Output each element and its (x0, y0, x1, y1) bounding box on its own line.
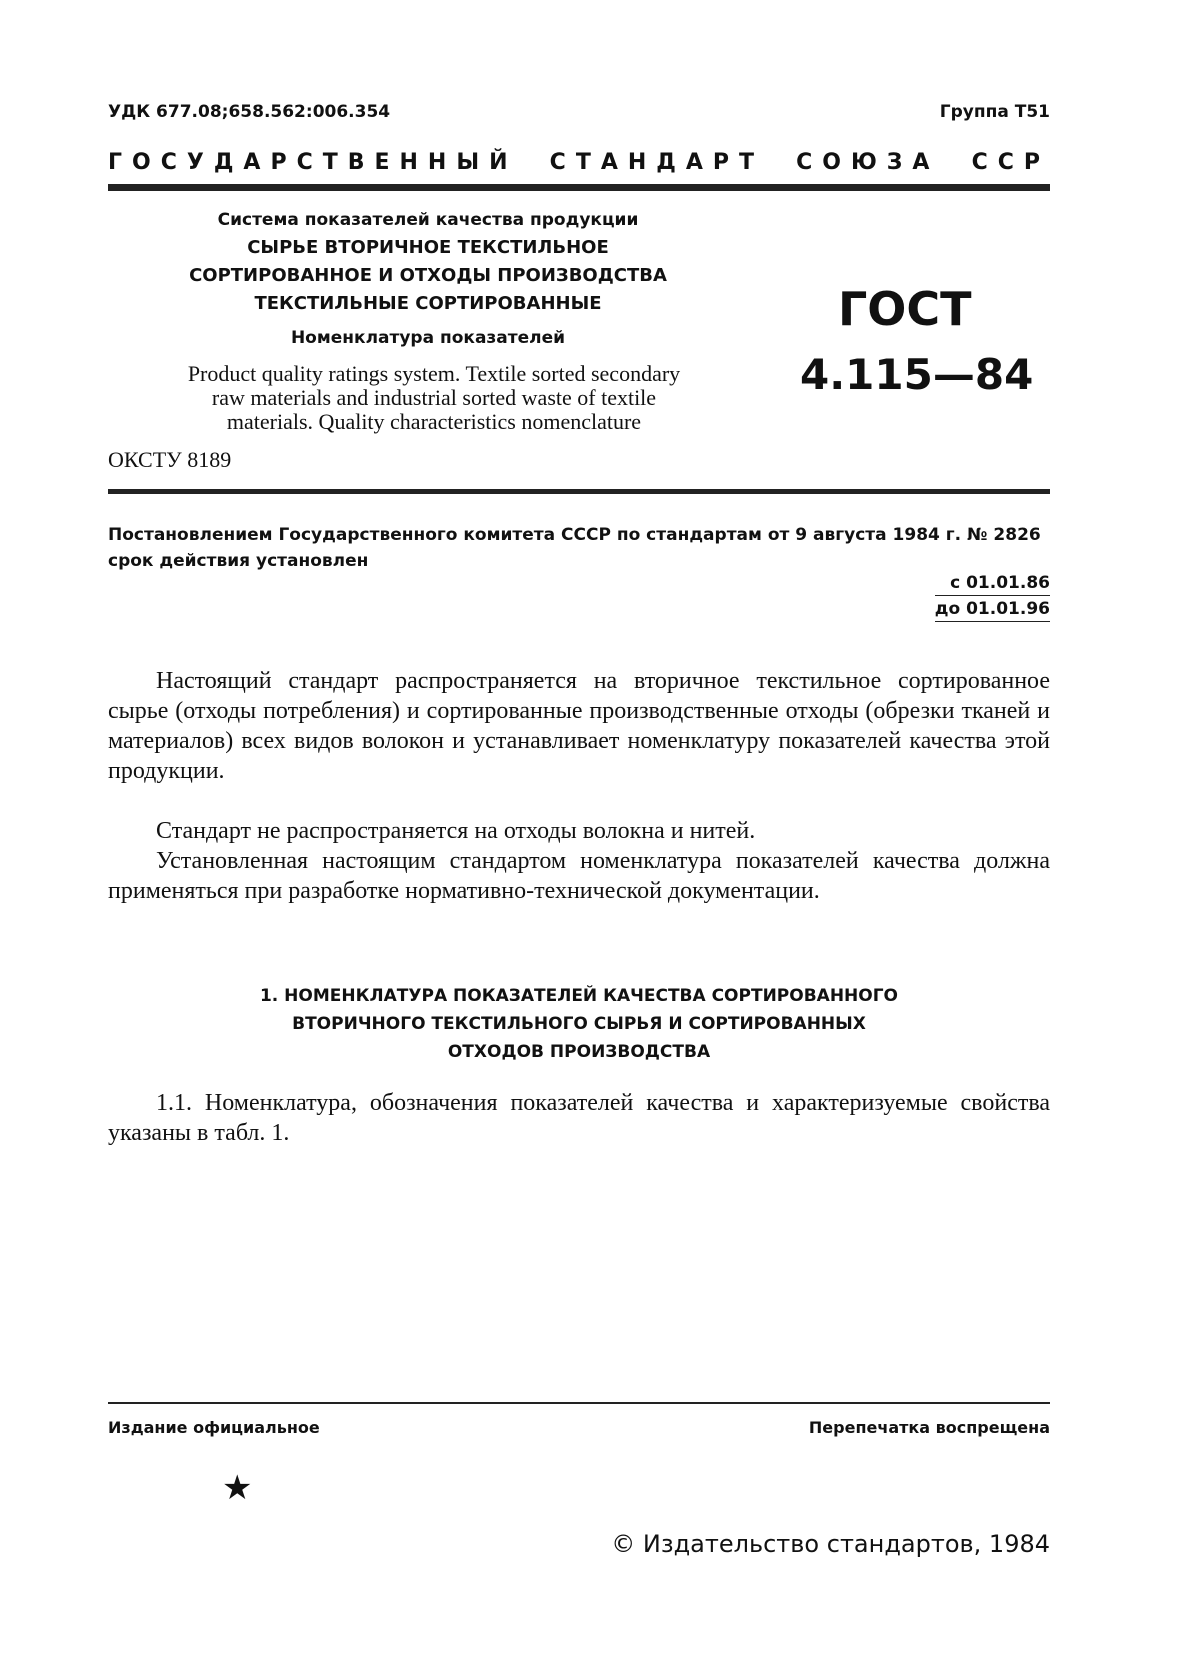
system-title: Система показателей качества продукции (217, 210, 639, 230)
group-code: Группа Т51 (939, 102, 1050, 122)
validity-dates (935, 570, 1050, 622)
footer-divider (108, 1402, 1050, 1404)
clause-1-1: 1.1. Номенклатура, обозначения показателей качества и характеризуемые свойства указаны в табл. 1. (108, 1090, 1050, 1146)
heading-word-2: СТАНДАРТ (549, 150, 765, 175)
middle-divider (108, 489, 1050, 494)
english-line-2: raw materials and industrial sorted waste of textile (211, 385, 657, 410)
valid-to: до 01.01.96 (935, 596, 1050, 622)
application-paragraph: Установленная настоящим стандартом номенклатура показателей качества должна применяться при разработке нормативно-технической документации. (108, 848, 1050, 904)
section-title-line-3: ОТХОДОВ ПРОИЗВОДСТВА (447, 1042, 711, 1062)
udk-code: УДК 677.08;658.562:006.354 (108, 102, 391, 122)
heading-word-3: СОЮЗА (796, 150, 940, 175)
english-line-1: Product quality ratings system. Textile sorted secondary (187, 361, 681, 386)
publisher-copyright: © Издательство стандартов, 1984 (611, 1530, 1050, 1558)
star-icon: ★ (222, 1470, 253, 1507)
title-line-1: СЫРЬЕ ВТОРИЧНОЕ ТЕКСТИЛЬНОЕ (247, 237, 609, 258)
title-line-2: СОРТИРОВАННОЕ И ОТХОДЫ ПРОИЗВОДСТВА (189, 265, 667, 286)
heading-word-1: ГОСУДАРСТВЕННЫЙ (108, 150, 518, 175)
valid-from: с 01.01.86 (935, 570, 1050, 596)
title-line-3: ТЕКСТИЛЬНЫЕ СОРТИРОВАННЫЕ (254, 293, 602, 314)
exclusion-paragraph: Стандарт не распространяется на отходы волокна и нитей. (156, 818, 756, 844)
top-divider (108, 184, 1050, 191)
english-line-3: materials. Quality characteristics nomenclature (226, 409, 642, 434)
intro-paragraph: Настоящий стандарт распространяется на вторичное текстильное сортированное сырье (отходы потребления) и сортированные производственные отходы (обрезки тканей и материалов) всех видов волокон и устанавливает номенклатуру показателей качества этой продукции. (108, 668, 1050, 784)
title-block (108, 206, 748, 352)
okstu-code: ОКСТУ 8189 (108, 447, 232, 472)
section-title-line-2: ВТОРИЧНОГО ТЕКСТИЛЬНОГО СЫРЬЯ И СОРТИРОВАННЫХ (292, 1014, 866, 1034)
state-standard-heading (108, 150, 1050, 175)
nomenclature-subtitle: Номенклатура показателей (290, 328, 566, 348)
decree-text: Постановлением Государственного комитета СССР по стандартам от 9 августа 1984 г. № 2826 срок действия установлен (108, 525, 1041, 571)
english-title (108, 362, 760, 434)
gost-label: ГОСТ (838, 282, 972, 336)
reprint-prohibited: Перепечатка воспрещена (808, 1418, 1050, 1437)
gost-number: 4.115—84 (800, 350, 1034, 399)
official-edition: Издание официальное (108, 1418, 320, 1437)
section-title-line-1: 1. НОМЕНКЛАТУРА ПОКАЗАТЕЛЕЙ КАЧЕСТВА СОРТИРОВАННОГО (259, 986, 899, 1006)
section-1-title (108, 982, 1050, 1066)
heading-word-4: ССР (971, 150, 1050, 175)
